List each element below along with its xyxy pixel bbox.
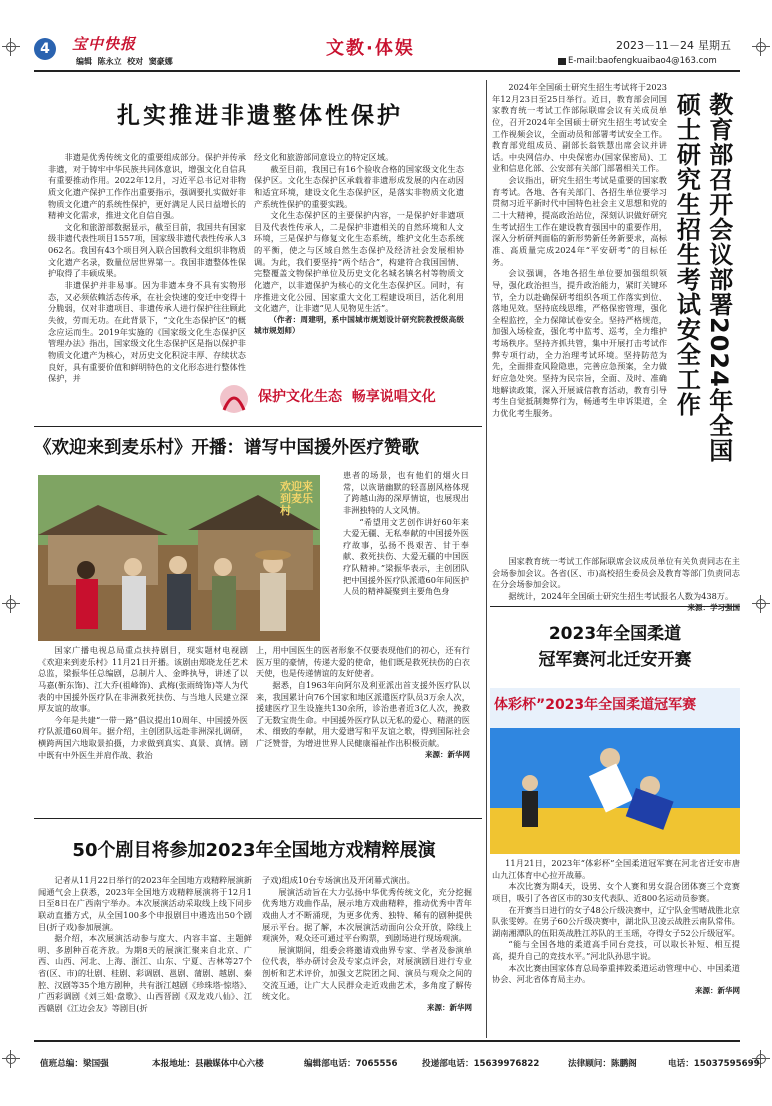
page-number-badge: 4 [34, 38, 56, 60]
article-column [262, 875, 472, 1014]
footer-phone-delivery: 投递部电话：15639976822 [422, 1059, 540, 1069]
article-column [492, 82, 667, 420]
article-column [492, 556, 740, 613]
issue-weekday: 星期五 [698, 39, 731, 52]
paragraph: 记者从11月22日举行的2023年全国地方戏精粹展演新闻通气会上获悉，2023年全国地方戏精粹展演将于12月1日至8日在广西南宁举办。本次展演活动采取线上线下同步联动直播方式，从全国100多个申报剧目中遴选出50个剧目(折子戏)参加展演。 [38, 875, 252, 932]
article-column [48, 152, 246, 385]
paragraph: 本次比赛由国家体育总局拳重摔跤柔道运动管理中心、中国柔道协会、河北省体育局主办。 [492, 962, 740, 985]
paragraph: 据介绍，本次展演活动参与度大、内容丰富、主题鲜明、多剧种百花齐放。为期8天的展演汇聚来自北京、广西、山西、河北、上海、浙江、山东、宁夏、吉林等27个省(区、市)的壮剧、桂剧、彩调剧、邕剧、蒲剧、越剧、秦腔、汉剧等35个地方剧种，共有浙江越剧《珍珠塔·惊塔》、广西彩调剧《刘三姐·盘歌》、山西晋剧《双龙戏八仙》、江西赣剧《江边会友》等剧目(折 [38, 933, 252, 1014]
paragraph: 展演活动旨在大力弘扬中华优秀传统文化，充分挖掘优秀地方戏曲作品，展示地方戏曲精粹，推动优秀中青年戏曲人才不断涌现，为更多优秀、独特、稀有的剧种提供展示平台。据了解，本次展演活动面向公众开放，除线上观演外，观众还可通过平台购票，到剧场进行现场观演。 [262, 886, 472, 944]
paragraph: 截至目前，我国已有16个验收合格的国家级文化生态保护区。文化生态保护区承载着非遗形成发展的内在动因和适宜环境，建设文化生态保护区，是落实非物质文化遗产系统性保护的重要实践。 [254, 163, 464, 209]
crop-mark-icon [2, 595, 20, 613]
article-title: 50个剧目将参加2023年全国地方戏精粹展演 [72, 840, 436, 861]
paragraph: 国家教育统一考试工作部际联席会议成员单位有关负责同志在主会场参加会议。各省(区、市)高校招生委员会及教育等部门负责同志在分会场参加会议。 [492, 556, 740, 590]
crop-mark-icon [752, 38, 770, 56]
article-title: 2023年全国柔道 [548, 624, 682, 644]
email-icon [558, 58, 566, 65]
article-title: 冠军赛河北迁安开赛 [538, 650, 692, 670]
drama-still-photo [38, 475, 320, 641]
poster-title: 欢迎来到麦乐村 [280, 480, 313, 518]
article-column [38, 645, 248, 761]
source-credit: 来源：新华网 [427, 1003, 472, 1013]
article-column [254, 152, 464, 337]
article-column [343, 470, 469, 598]
paragraph: 国家广播电视总局重点扶持剧目，现实题材电视剧《欢迎来到麦乐村》11月21日开播。该剧由郑晓龙任艺术总监，梁振华任总编剧，总制片人、金晔执导，讲述了以马嘉(靳东饰)、江大乔(祖峰饰)、武梅(张雨绮饰)等人为代表的中国援外医疗队在非洲救死扶伤、与当地人民建立深厚友谊的故事。 [38, 645, 248, 714]
footer-phone-legal: 电话：15037595699 [668, 1059, 760, 1069]
paragraph: 上，用中国医生的医者形象不仅要表现他们的初心，还有行医万里的豪情，传递大爱的使命，他们既是救死扶伤的白衣天使，也是传递情谊的友好使者。 [256, 645, 470, 679]
culture-banner [216, 382, 466, 416]
paragraph: 本次比赛为期4天，设男、女个人赛和男女混合团体赛三个竞赛项目，吸引了各省区市的30支代表队、近800名运动员参赛。 [492, 881, 740, 903]
page-footer [40, 1058, 760, 1074]
article-title-vertical: 教育部召开会议部署2024年全国硕士研究生招生考试安全工作 [672, 92, 733, 463]
editors-line: 编辑 陈永立 校对 窦豪娜 [76, 57, 173, 66]
paragraph: 今年是共建“一带一路”倡议提出10周年、中国援外医疗队派遣60周年。据介绍，主创团队远赴非洲深扎调研，横跨两国六地取景拍摄，力求做到真实、真景、真情。剧中既有中外医生并肩作战、救治 [38, 714, 248, 760]
photo-banner-text: 体彩杯”2023年全国柔道冠军赛 [494, 697, 697, 713]
footer-duty-editor: 值班总编：梁国强 [40, 1059, 109, 1069]
article-column [492, 858, 740, 997]
footer-address: 本报地址：县融媒体中心六楼 [152, 1059, 264, 1069]
article-column [256, 645, 470, 760]
article-title: 扎实推进非遗整体性保护 [117, 103, 403, 129]
paragraph: 非遗是优秀传统文化的重要组成部分。保护并传承非遗，对于铸牢中华民族共同体意识，增强文化自信具有重要推动作用。2022年12月，习近平总书记对非物质文化遗产保护工作作出重要指示，强调要扎实做好非物质文化遗产的系统性保护，更好满足人民日益增长的精神文化需求，推进文化自信自强。 [48, 152, 246, 221]
paragraph: 经文化和旅游部同意设立的特定区域。 [254, 152, 394, 162]
paper-logo: 宝中快报 [72, 35, 137, 53]
paragraph: 据统计，2024年全国硕士研究生招生考试报名人数为438万。 [508, 590, 734, 601]
banner-slogan: 保护文化生态 畅享说唱文化 [258, 389, 436, 405]
paragraph: 子戏)组成10台专场演出及开闭幕式演出。 [262, 875, 415, 885]
paragraph: 文化和旅游部数据显示，截至目前，我国共有国家级非遗代表性项目1557项，国家级非遗代表性传承人3062名。我国有43个项目列入联合国教科文组织非物质文化遗产名录，数量位居世界第一。我国非遗整体性保护取得了丰硕成果。 [48, 221, 246, 279]
judo-match-photo [490, 688, 740, 854]
source-credit: 来源：新华网 [695, 986, 740, 996]
footer-phone-editorial: 编辑部电话：7065556 [304, 1059, 398, 1069]
crop-mark-icon [2, 38, 20, 56]
paragraph: 据悉，自1963年向阿尔及利亚派出首支援外医疗队以来，我国累计向76个国家和地区派遣医疗队员3万余人次，援建医疗卫生设施共130余所，诊治患者近3亿人次，挽救了无数宝贵生命。中国援外医疗队以无私的爱心、精湛的医术、细致的奉献，用大爱谱写和平友谊之歌，得到国际社会广泛赞誉，为增进世界人民健康福祉作出积极贡献。 [256, 679, 470, 749]
paragraph: 在开赛当日进行的女子48公斤级决赛中，辽宁队金雪晴战胜北京队张雯婷。在男子60公斤级决赛中，湖北队卫凌云战胜云南队常伟。湖南湘潭队的伍阳英战胜江苏队的王玉瑶，夺得女子52公斤级冠军。 [492, 904, 740, 938]
author-note: （作者：周建明，系中国城市规划设计研究院教授级高级城市规划师） [254, 314, 464, 335]
paragraph: 非遗保护并非易事。因为非遗本身不具有实物形态，又必须依赖活态传承，在社会快速的变迁中变得十分脆弱，仅对非遗项目、非遗传承人进行保护往往顾此失彼，劳而无功。在此背景下，“文化生态保护区”的概念应运而生。2019年实施的《国家级文化生态保护区管理办法》指出，国家级文化生态保护区是指以保护非物质文化遗产为核心，对历史文化积淀丰厚、存续状态良好，具有重要价值和鲜明特色的文化形态进行整体性保护，并 [48, 280, 246, 384]
photo-caption: 11月21日，2023年“体彩杯”全国柔道冠军赛在河北省迁安市唐山九江体育中心拉开战幕。 [492, 858, 740, 880]
article-column [38, 875, 252, 1015]
festival-emblem-icon [216, 382, 256, 416]
source-credit: 来源：学习强国 [687, 602, 740, 612]
source-credit: 来源：新华网 [425, 749, 470, 759]
crop-mark-icon [752, 595, 770, 613]
section-title: 文教·体娱 [326, 38, 415, 59]
article-title: 《欢迎来到麦乐村》开播：谱写中国援外医疗赞歌 [34, 438, 419, 458]
paragraph: “希望用文艺创作讲好60年来大爱无疆、无私奉献的中国援外医疗故事，弘扬不畏艰苦、甘于奉献、救死扶伤、大爱无疆的中国医疗队精神。”梁振华表示，主创团队把中国援外医疗队派遣60年间医护人员的精神凝聚到主要角色身 [343, 516, 469, 597]
paragraph: 会议强调，各地各招生单位要加强组织领导，强化政治担当，提升政治能力，紧盯关键环节，全力以赴确保研考组织各项工作落实到位、落地见效。坚持底线思维，严格保密管理，强化全程监控，全力保障试卷安全。坚持严格规范，加强入场检查，强化考中监考、巡考，全力维护考场秩序。坚持齐抓共管，集中开展打击考试作弊专项行动，全力治理考试环境。坚持防范为先，全面排查风险隐患，完善应急预案，全力做好应急处突。坚持为民宗旨，全面、及时、准确地解读政策，深入开展诚信教育活动，教育引导考生自觉抵制舞弊行为，畅通考生申诉渠道，全力优化考生服务。 [492, 268, 667, 418]
paragraph: 2024年全国硕士研究生招生考试将于2023年12月23日至25日举行。近日，教育部会同国家教育统一考试工作部际联席会议有关成员单位，召开2024年全国硕士研究生招生考试安全工作视频会议，全面动员和部署考试安全工作。教育部党组成员、副部长翁铁慧出席会议并讲话。中央网信办、中央保密办(国家保密局)、工业和信息化部、公安部有关部门部署相关工作。 [492, 82, 667, 174]
paragraph: “能与全国各地的柔道高手同台竞技，可以取长补短、相互提高，提升自己的竞技水平。”河北队孙思宇说。 [492, 939, 740, 962]
drama-still-illustration [38, 475, 320, 641]
paragraph: 展演期间，组委会将邀请戏曲界专家、学者及参演单位代表，举办研讨会及专家点评会，对展演剧目进行专业剖析和艺术评价，加强文艺院团之间、演员与观众之间的交流互通，让广大人民群众走近戏曲艺术，多角度了解传统文化。 [262, 944, 472, 1002]
paragraph: 文化生态保护区的主要保护内容，一是保护好非遗项目及代表性传承人，二是保护非遗相关的自然环境和人文环境，三是保护与修复文化生态系统，维护文化生态系统的平衡，使之与区域自然生态保护及经济社会发展相协调。为此，我们要坚持“两个结合”，构建符合我国国情、完整覆盖文物保护单位及历史文化名城名镇名村等物质文化遗产，以非遗保护为核心的文化生态保护区。同时，有序推进文化公园、国家重大文化工程建设项目，活化利用文化遗产，让非遗“见人见物见生活”。 [254, 210, 464, 314]
issue-date: 2023－11－24 [616, 39, 694, 52]
contact-email: E-mail:baofengkuaibao4@163.com [568, 56, 717, 66]
crop-mark-icon [2, 1050, 20, 1068]
paragraph: 患者的场景，也有他们的烟火日常，以诙谐幽默的轻喜剧风格体现了跨越山海的深厚情谊，也展现出非洲独特的人文风情。 [343, 470, 469, 515]
footer-legal-advisor: 法律顾问：陈鹏阁 [568, 1059, 637, 1069]
paragraph: 会议指出，研究生招生考试是重要的国家教育考试。各地、各有关部门、各招生单位要学习贯彻习近平新时代中国特色社会主义思想和党的二十大精神，提高政治站位，深刻认识做好研究生考试招生工作在建设教育强国中的重要作用，深入分析研判面临的新形势新任务新要求，高标准、高质量完成2024年“平安研考”的目标任务。 [492, 175, 667, 267]
page-header [34, 34, 740, 70]
